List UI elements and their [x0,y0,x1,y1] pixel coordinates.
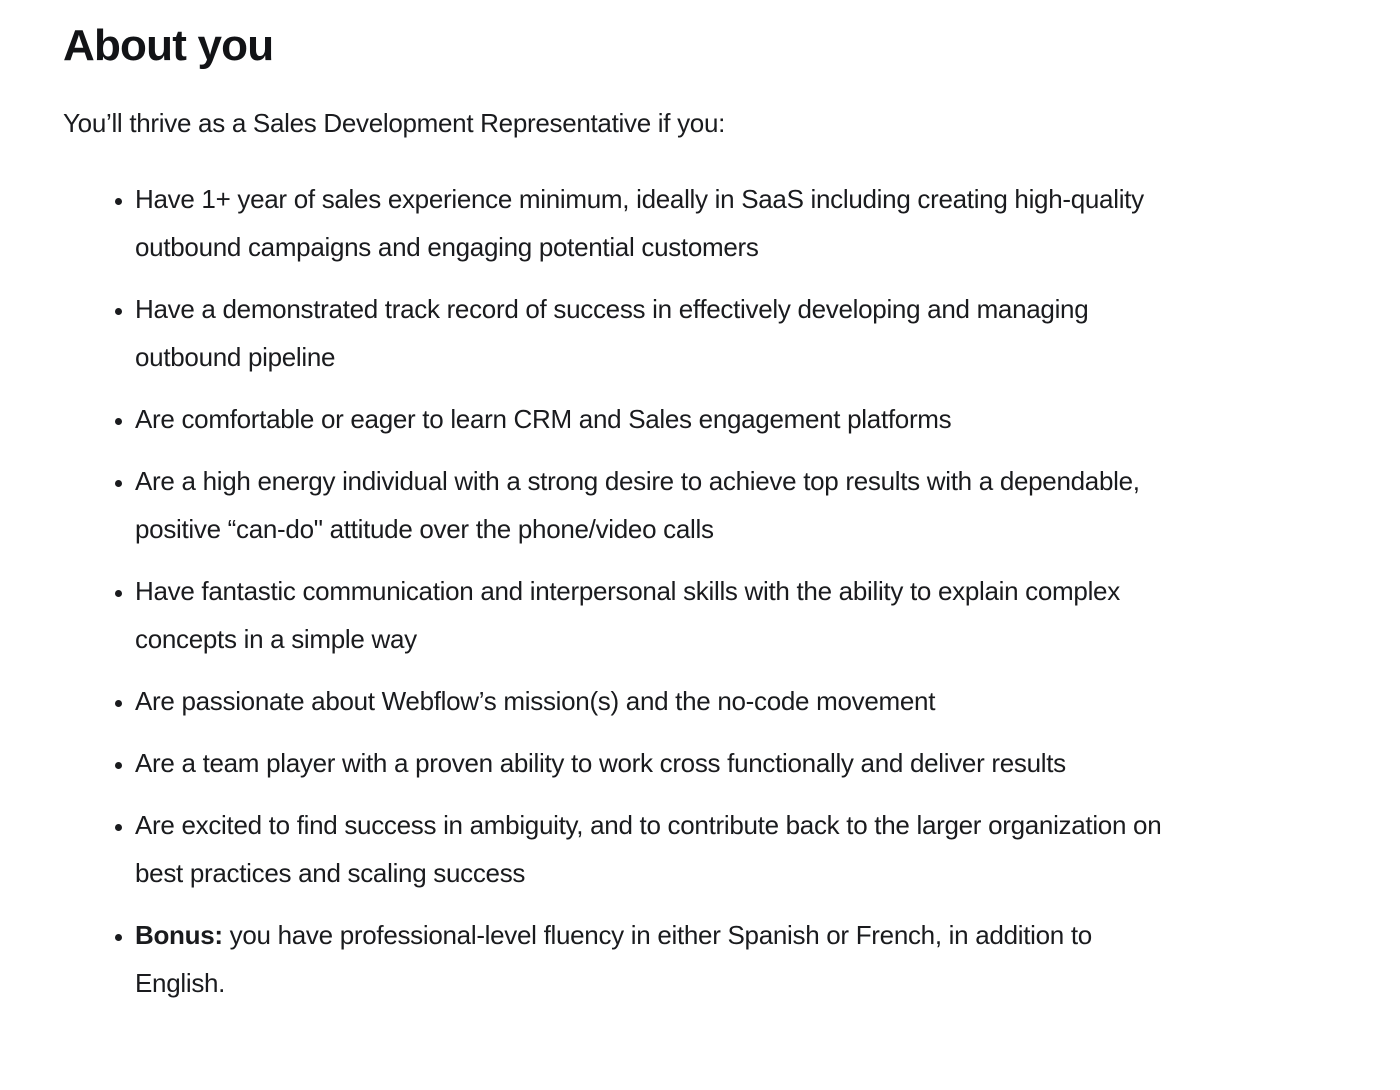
list-item-text: Are comfortable or eager to learn CRM and Sales engagement platforms [135,404,952,434]
list-item-text: Have a demonstrated track record of success in effectively developing and managing outbound pipeline [135,294,1089,372]
list-item-text: you have professional-level fluency in either Spanish or French, in addition to English. [135,920,1092,998]
list-item [135,739,1180,787]
list-item-text: Have 1+ year of sales experience minimum, ideally in SaaS including creating high-quality outbound campaigns and engaging potential customers [135,184,1144,262]
list-item [135,677,1180,725]
section-intro: You’ll thrive as a Sales Development Representative if you: [63,108,726,138]
list-item-text: Are passionate about Webflow’s mission(s) and the no-code movement [135,686,936,716]
list-item [135,911,1180,1007]
list-item [135,457,1180,553]
list-item [135,395,1180,443]
requirements-list [63,175,1180,1007]
section-heading: About you [63,21,274,70]
list-item [135,175,1180,271]
list-item [135,567,1180,663]
list-item-bold-prefix: Bonus: [135,920,223,950]
list-item-text: Have fantastic communication and interpersonal skills with the ability to explain complex concepts in a simple way [135,576,1120,654]
list-item-text: Are a team player with a proven ability to work cross functionally and deliver results [135,748,1066,778]
list-item [135,285,1180,381]
list-item-text: Are excited to find success in ambiguity, and to contribute back to the larger organization on best practices and scaling success [135,810,1162,888]
list-item [135,801,1180,897]
list-item-text: Are a high energy individual with a strong desire to achieve top results with a dependable, positive “can-do" attitude over the phone/video calls [135,466,1140,544]
